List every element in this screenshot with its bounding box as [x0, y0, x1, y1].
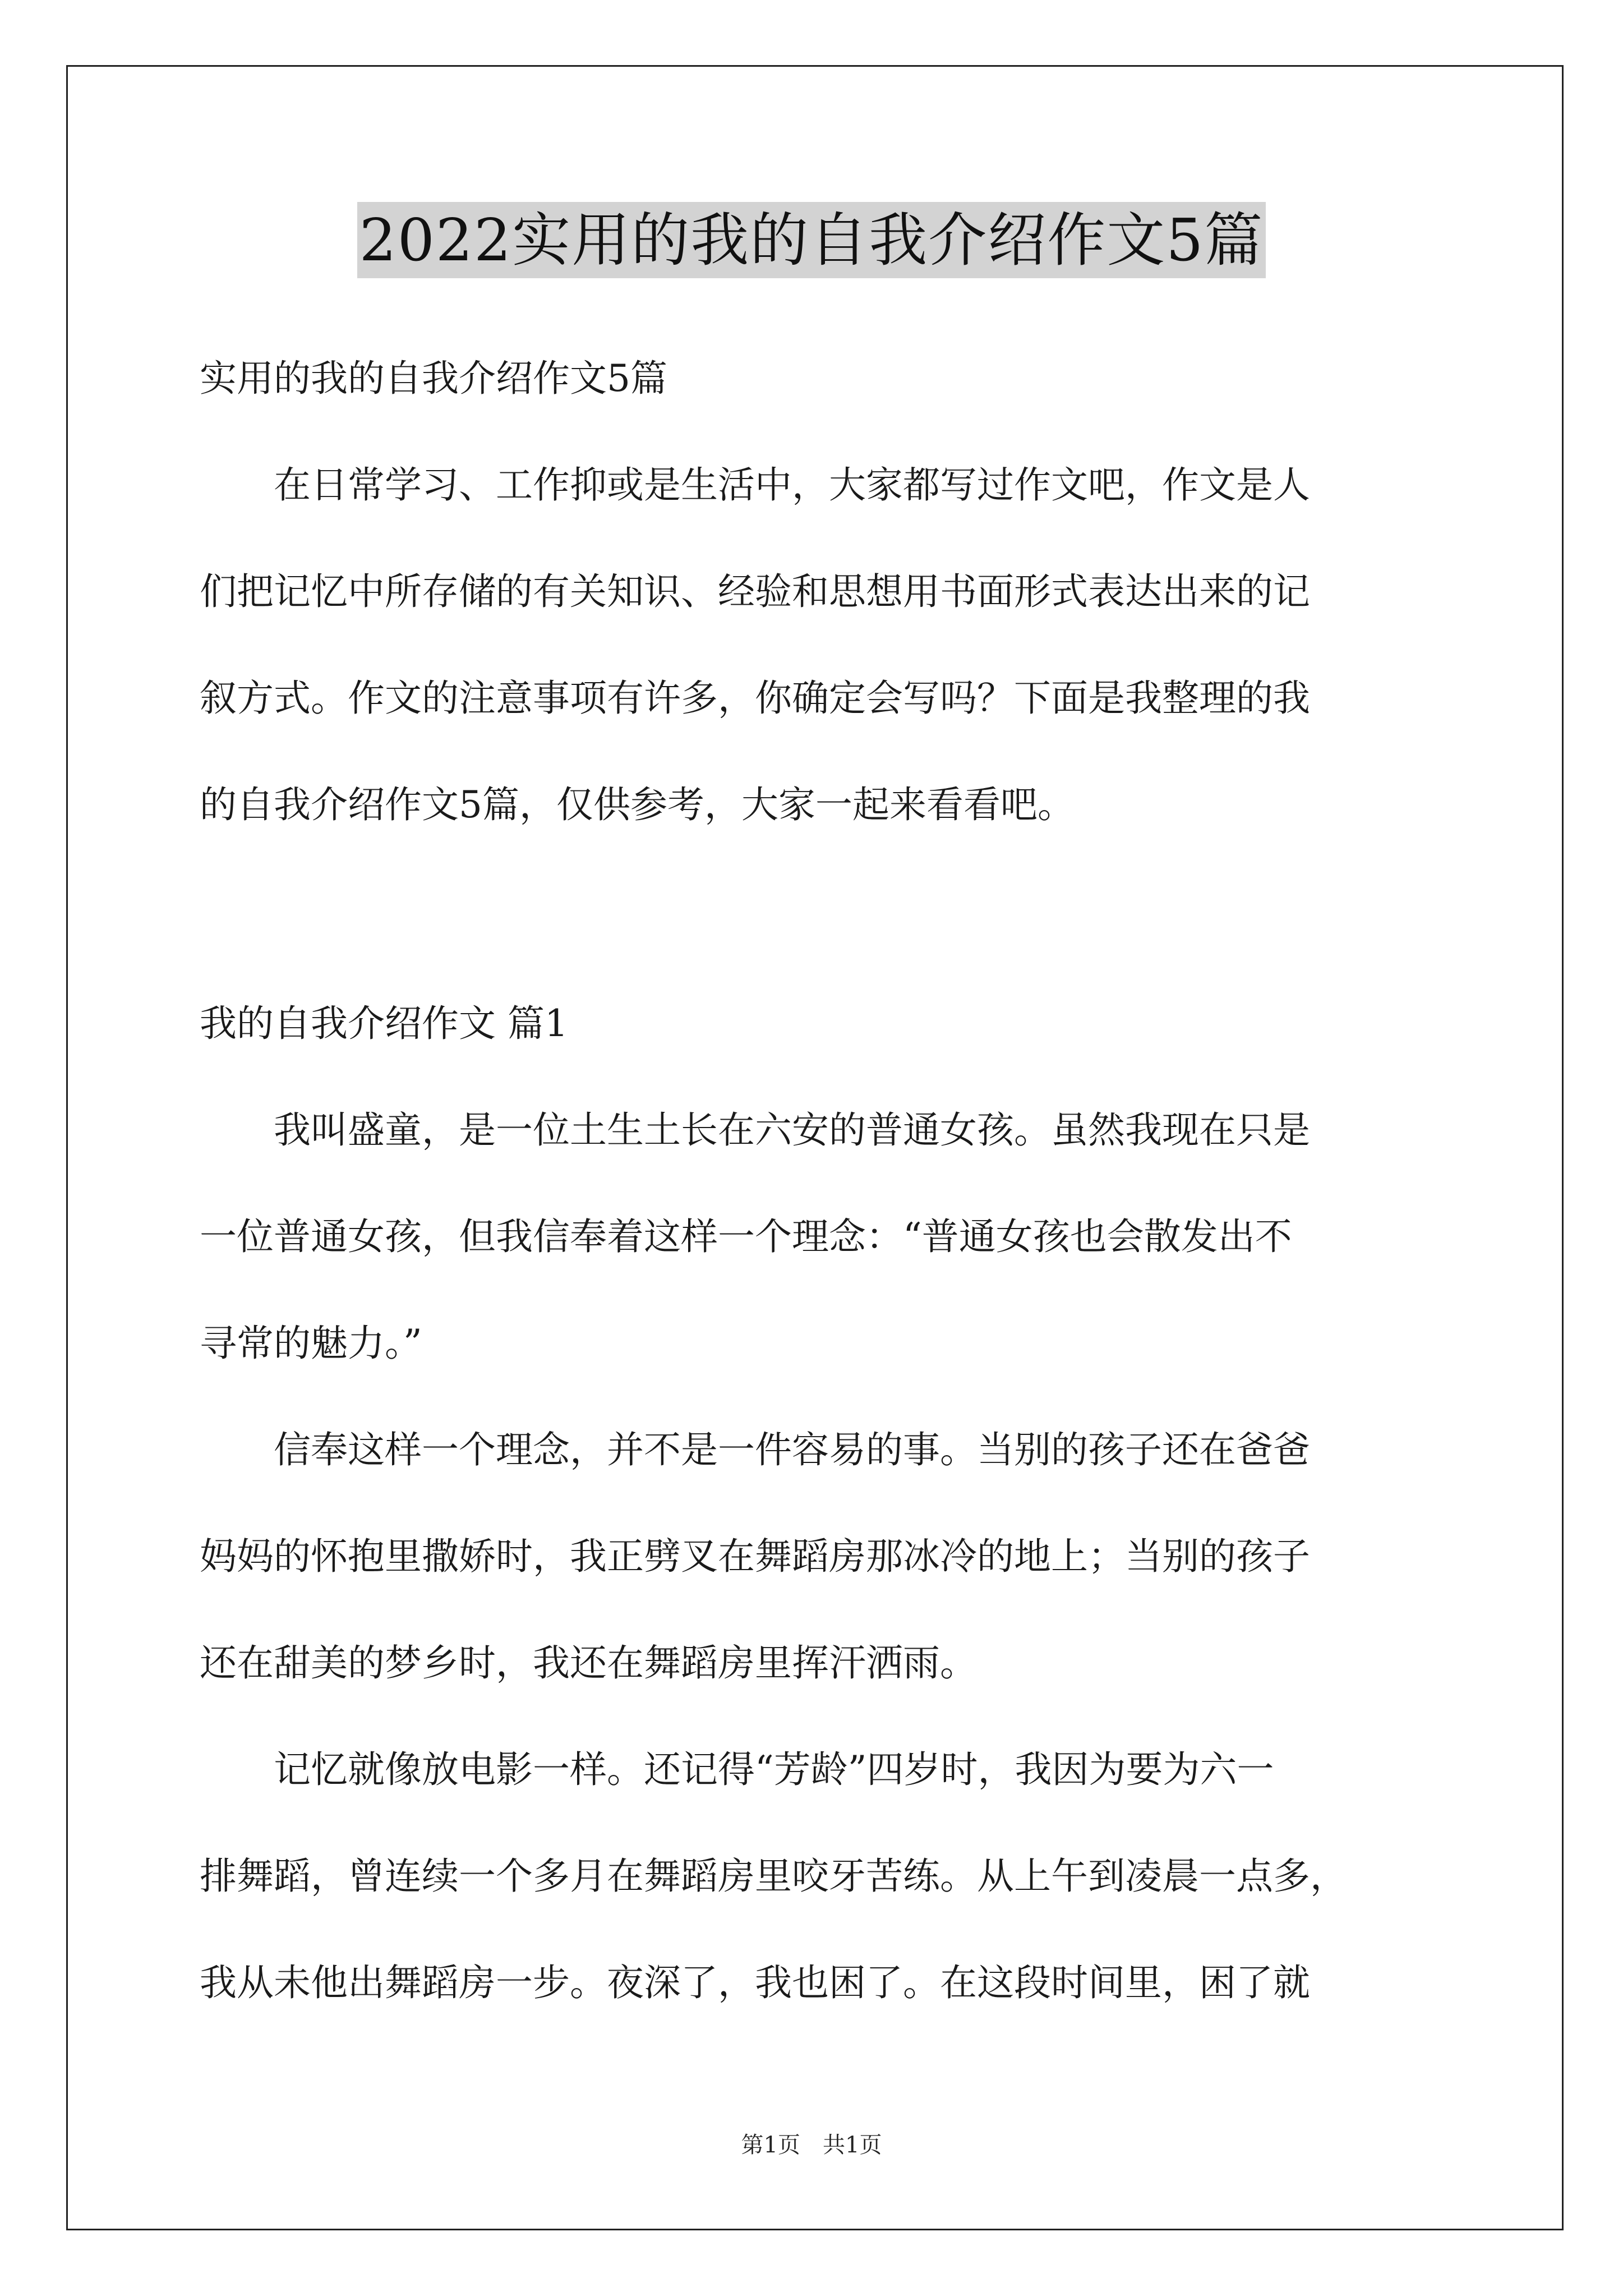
document-title: 2022实用的我的自我介绍作文5篇: [357, 202, 1266, 278]
paragraph-line: 记忆就像放电影一样。还记得“芳龄”四岁时，我因为要为六一: [200, 1748, 1274, 1791]
paragraph-line: 妈妈的怀抱里撒娇时，我正劈叉在舞蹈房那冰冷的地上；当别的孩子: [200, 1535, 1310, 1578]
paragraph-line: 的自我介绍作文5篇，仅供参考，大家一起来看看吧。: [200, 783, 1075, 826]
page-footer: 第1页 共1页: [741, 2132, 882, 2158]
paragraph-line: 还在甜美的梦乡时，我还在舞蹈房里挥汗洒雨。: [200, 1641, 977, 1685]
subtitle: 实用的我的自我介绍作文5篇: [200, 357, 667, 400]
paragraph-line: 我叫盛童，是一位土生土长在六安的普通女孩。虽然我现在只是: [200, 1108, 1310, 1152]
paragraph-line: 我从未他出舞蹈房一步。夜深了，我也困了。在这段时间里，困了就: [200, 1961, 1310, 2004]
paragraph-line: 在日常学习、工作抑或是生活中，大家都写过作文吧，作文是人: [200, 463, 1310, 507]
paragraph-line: 一位普通女孩，但我信奉着这样一个理念：“普通女孩也会散发出不: [200, 1215, 1292, 1258]
paragraph-line: 信奉这样一个理念，并不是一件容易的事。当别的孩子还在爸爸: [200, 1428, 1310, 1471]
paragraph-line: 们把记忆中所存储的有关知识、经验和思想用书面形式表达出来的记: [200, 570, 1310, 613]
title-container: [0, 202, 1623, 278]
section-heading: 我的自我介绍作文 篇1: [200, 1002, 568, 1045]
paragraph-line: 叙方式。作文的注意事项有许多，你确定会写吗？下面是我整理的我: [200, 677, 1310, 720]
paragraph-line: 排舞蹈，曾连续一个多月在舞蹈房里咬牙苦练。从上午到凌晨一点多，: [200, 1855, 1347, 1898]
paragraph-line: 寻常的魅力。”: [200, 1322, 422, 1365]
